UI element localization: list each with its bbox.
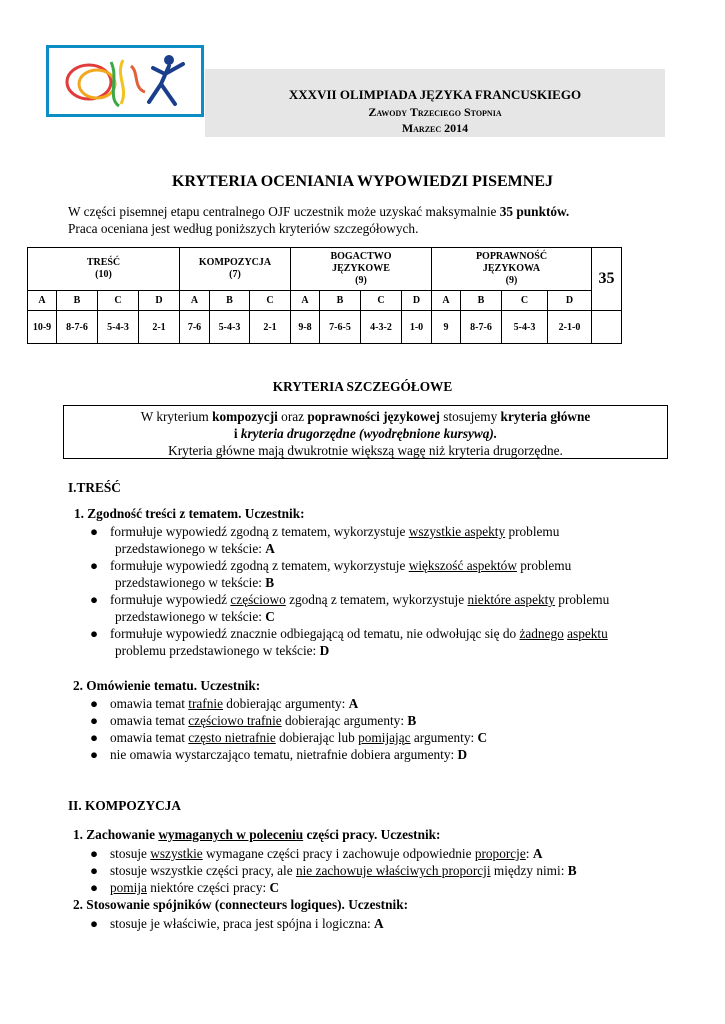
intro-paragraph xyxy=(68,203,688,237)
note-line-1: W kryterium kompozycji oraz poprawności językowej stosujemy kryteria główne xyxy=(140,409,591,424)
subsection-zgodnosc: 1. Zgodność treści z tematem. Uczestnik: xyxy=(74,506,305,521)
letter-cell: B xyxy=(320,291,361,311)
score-cell: 7-6 xyxy=(180,311,210,344)
score-cell: 2-1 xyxy=(250,311,291,344)
letter-cell: A xyxy=(432,291,461,311)
bullet-icon: ● xyxy=(90,713,99,728)
spojniki-list xyxy=(82,915,682,932)
score-cell: 5-4-3 xyxy=(98,311,139,344)
letter-cell: C xyxy=(361,291,402,311)
letter-cell: C xyxy=(502,291,548,311)
bullet-icon: ● xyxy=(90,747,99,762)
bullet-icon: ● xyxy=(90,916,99,931)
olympiad-title: XXXVII OLIMPIADA JĘZYKA FRANCUSKIEGO xyxy=(288,87,582,102)
intro-text: W części pisemnej etapu centralnego OJF uczestnik może uzyskać maksymalnie xyxy=(68,204,500,219)
bullet-icon: ● xyxy=(90,524,99,539)
olympiad-logo xyxy=(46,45,204,117)
letter-cell: C xyxy=(98,291,139,311)
score-cell: 9-8 xyxy=(291,311,320,344)
list-item: ● formułuje wypowiedź zgodną z tematem, wykorzystuje wszystkie aspekty problemu przedstawionego w tekście: A xyxy=(90,524,560,556)
competition-date: Marzec 2014 xyxy=(401,121,469,135)
letter-cell: A xyxy=(180,291,210,311)
score-cell: 9 xyxy=(432,311,461,344)
bullet-icon: ● xyxy=(90,558,99,573)
list-item: ● pomija niektóre części pracy: C xyxy=(90,880,280,895)
note-line-2: i kryteria drugorzędne (wyodrębnione kursywą). xyxy=(233,426,498,441)
bullet-icon: ● xyxy=(90,880,99,895)
section-tresc-title: I.TREŚĆ xyxy=(68,480,121,495)
list-item: ● omawia temat trafnie dobierając argumenty: A xyxy=(90,696,359,711)
group-header-bogactwo: BOGACTWO JĘZYKOWE (9) xyxy=(291,248,432,291)
list-item: ● nie omawia wystarczająco tematu, nietrafnie dobiera argumenty: D xyxy=(90,747,468,762)
bullet-icon: ● xyxy=(90,592,99,607)
letter-cell: D xyxy=(402,291,432,311)
list-item: ● omawia temat częściowo trafnie dobierając argumenty: B xyxy=(90,713,417,728)
omowienie-list xyxy=(82,695,682,763)
empty-cell xyxy=(592,311,622,344)
intro-line-1 xyxy=(68,203,688,220)
total-points: 35 xyxy=(592,248,622,311)
scores-row xyxy=(28,311,622,344)
list-item: ● omawia temat często nietrafnie dobierając lub pomijając argumenty: C xyxy=(90,730,488,745)
details-heading: KRYTERIA SZCZEGÓŁOWE xyxy=(272,379,453,394)
competition-stage: Zawody Trzeciego Stopnia xyxy=(368,105,502,119)
page-title: KRYTERIA OCENIANIA WYPOWIEDZI PISEMNEJ xyxy=(172,173,553,190)
bullet-icon: ● xyxy=(90,626,99,641)
list-item: ● stosuje wszystkie części pracy, ale nie zachowuje właściwych proporcji między nimi: B xyxy=(90,863,577,878)
bullet-icon: ● xyxy=(90,730,99,745)
bullet-icon: ● xyxy=(90,846,99,861)
group-header-poprawnosc: POPRAWNOŚĆ JĘZYKOWA (9) xyxy=(432,248,592,291)
max-points: 35 punktów. xyxy=(499,204,570,219)
bullet-icon: ● xyxy=(90,863,99,878)
list-item: ● formułuje wypowiedź zgodną z tematem, wykorzystuje większość aspektów problemu przedstawionego w tekście: B xyxy=(90,558,572,590)
score-cell: 2-1 xyxy=(139,311,180,344)
header-band xyxy=(205,69,665,137)
table-header-row xyxy=(28,248,622,291)
score-cell: 1-0 xyxy=(402,311,432,344)
score-cell: 10-9 xyxy=(28,311,57,344)
score-cell: 8-7-6 xyxy=(57,311,98,344)
zachowanie-list xyxy=(82,845,682,896)
criteria-note-box xyxy=(63,405,668,459)
group-header-kompozycja: KOMPOZYCJA (7) xyxy=(180,248,291,291)
score-cell: 7-6-5 xyxy=(320,311,361,344)
letter-cell: B xyxy=(461,291,502,311)
list-item: ● formułuje wypowiedź znacznie odbiegającą od tematu, nie odwołując się do żadnego aspektu problemu przedstawionego w tekście: D xyxy=(90,626,608,658)
score-cell: 4-3-2 xyxy=(361,311,402,344)
subsection-omowienie: 2. Omówienie tematu. Uczestnik: xyxy=(73,678,261,693)
subsection-zachowanie: 1. Zachowanie wymaganych w poleceniu części pracy. Uczestnik: xyxy=(73,827,441,842)
score-cell: 8-7-6 xyxy=(461,311,502,344)
zgodnosc-list xyxy=(82,523,682,659)
letter-cell: A xyxy=(28,291,57,311)
bullet-icon: ● xyxy=(90,696,99,711)
list-item: ● stosuje je właściwie, praca jest spójna i logiczna: A xyxy=(90,916,384,931)
letter-cell: D xyxy=(139,291,180,311)
letter-cell: B xyxy=(210,291,250,311)
score-cell: 5-4-3 xyxy=(502,311,548,344)
subsection-spojniki: 2. Stosowanie spójników (connecteurs logiques). Uczestnik: xyxy=(73,897,409,912)
section-kompozycja-title: II. KOMPOZYCJA xyxy=(68,798,182,813)
list-item: ● stosuje wszystkie wymagane części pracy i zachowuje odpowiednie proporcje: A xyxy=(90,846,543,861)
list-item: ● formułuje wypowiedź częściowo zgodną z tematem, wykorzystuje niektóre aspekty problemu przedstawionego w tekście: C xyxy=(90,592,610,624)
letters-row xyxy=(28,291,622,311)
score-cell: 2-1-0 xyxy=(548,311,592,344)
scoring-table xyxy=(27,247,622,344)
letter-cell: C xyxy=(250,291,291,311)
intro-line-2: Praca oceniana jest według poniższych kryteriów szczegółowych. xyxy=(68,221,419,236)
letter-cell: A xyxy=(291,291,320,311)
group-header-tresc: TREŚĆ (10) xyxy=(28,248,180,291)
letter-cell: D xyxy=(548,291,592,311)
note-line-3: Kryteria główne mają dwukrotnie większą wagę niż kryteria drugorzędne. xyxy=(168,443,563,458)
letter-cell: B xyxy=(57,291,98,311)
score-cell: 5-4-3 xyxy=(210,311,250,344)
logo-graphic xyxy=(49,48,201,114)
